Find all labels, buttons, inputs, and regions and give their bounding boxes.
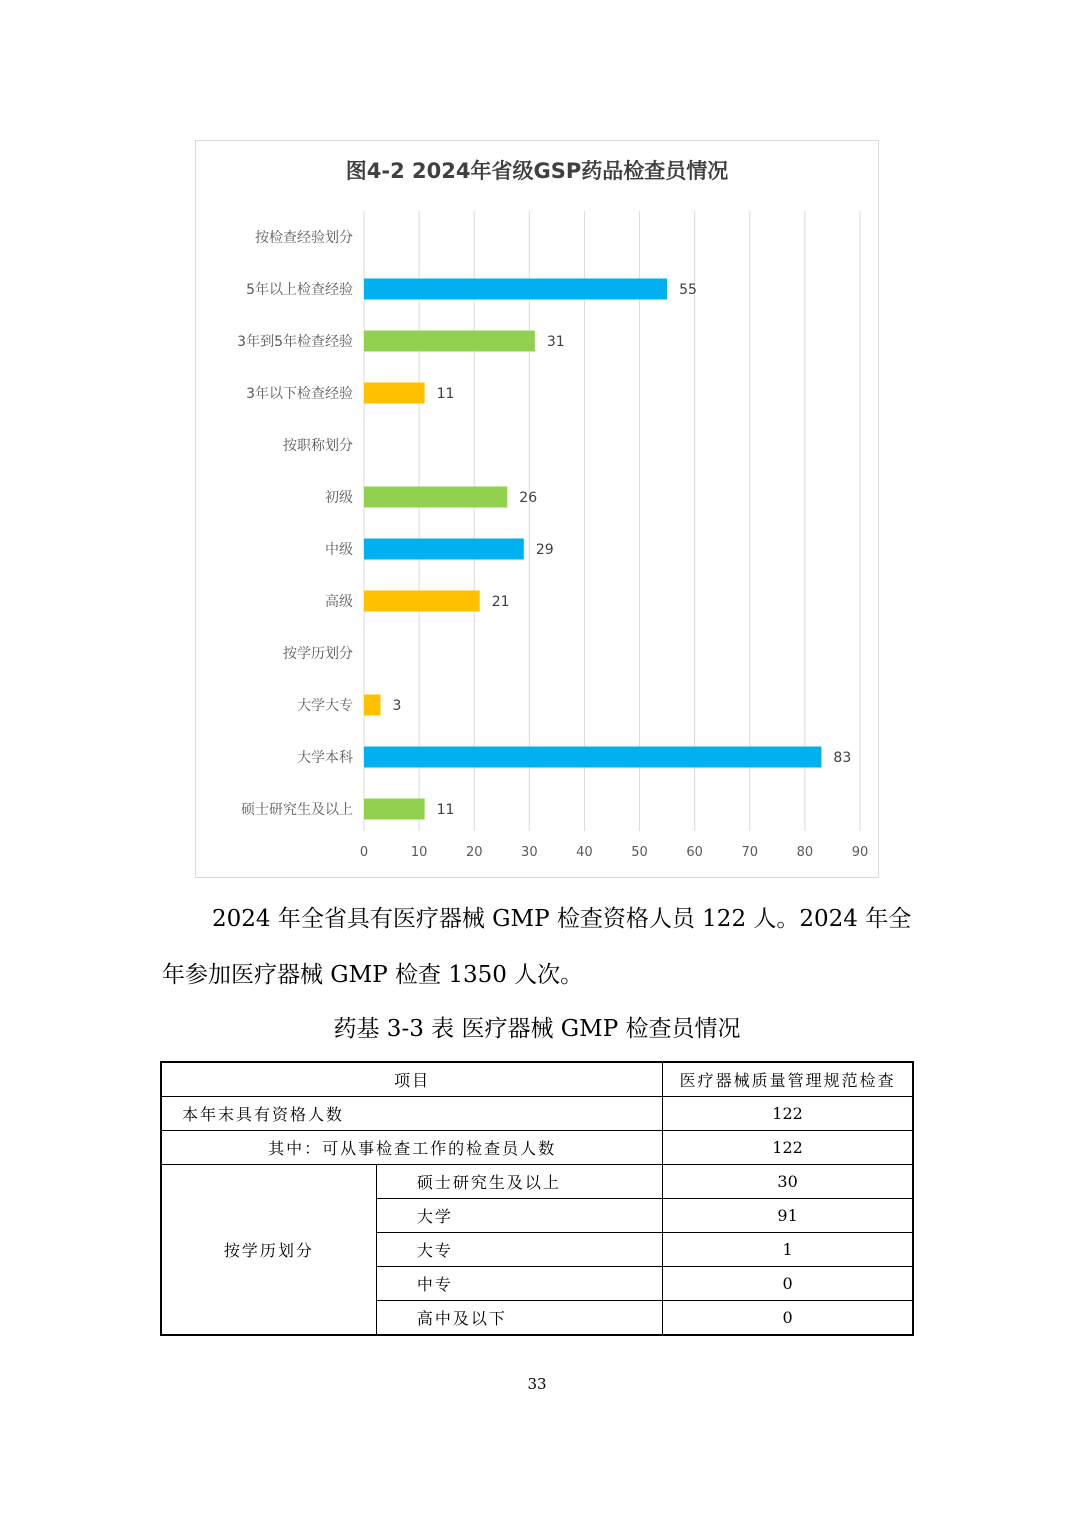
bar	[364, 695, 381, 716]
x-tick-label: 70	[741, 845, 759, 860]
x-tick-label: 40	[576, 845, 593, 860]
edu-label-cell: 中专	[376, 1267, 662, 1301]
table-row	[161, 1165, 913, 1199]
edu-value-cell: 30	[663, 1165, 913, 1199]
data-label: 21	[491, 594, 510, 610]
bar	[364, 487, 507, 508]
page-number: 33	[527, 1375, 547, 1393]
category-label: 5年以上检查经验	[246, 282, 353, 298]
chart-title: 图4-2 2024年省级GSP药品检查员情况	[345, 159, 729, 183]
header-column-cell: 医疗器械质量管理规范检查	[663, 1062, 913, 1097]
row-label-cell: 本年末具有资格人数	[161, 1097, 663, 1131]
row-value-cell: 122	[663, 1131, 913, 1165]
data-label: 55	[679, 282, 697, 298]
data-label: 26	[519, 490, 538, 506]
data-label: 29	[535, 542, 554, 558]
category-label: 按职称划分	[283, 438, 353, 454]
x-tick-label: 30	[521, 845, 538, 860]
edu-label-cell: 高中及以下	[376, 1301, 662, 1336]
data-label: 11	[436, 802, 455, 818]
header-item-cell: 项目	[161, 1062, 663, 1097]
table-header-row	[161, 1062, 913, 1097]
group-label-cell: 按学历划分	[161, 1165, 376, 1336]
edu-label-cell: 大专	[376, 1233, 662, 1267]
category-label: 3年以下检查经验	[246, 386, 353, 402]
x-tick-label: 60	[686, 845, 703, 860]
category-label: 中级	[325, 542, 353, 558]
bar	[364, 383, 425, 404]
category-label: 大学本科	[297, 750, 353, 766]
data-label: 11	[436, 386, 455, 402]
gmp-inspector-table	[160, 1061, 914, 1336]
row-value-cell: 122	[663, 1097, 913, 1131]
x-tick-label: 90	[851, 845, 869, 860]
category-label: 硕士研究生及以上	[241, 802, 353, 818]
row-label-cell: 其中：可从事检查工作的检查员人数	[161, 1131, 663, 1165]
bar	[364, 279, 667, 300]
category-label: 大学大专	[297, 698, 353, 714]
table-row	[161, 1131, 913, 1165]
paragraph-line-1: 2024 年全省具有医疗器械 GMP 检查资格人员 122 人。2024 年全	[212, 906, 912, 932]
category-label: 按检查经验划分	[255, 230, 353, 246]
edu-value-cell: 0	[663, 1267, 913, 1301]
bar-chart	[196, 141, 880, 879]
bar	[364, 799, 425, 820]
x-tick-label: 20	[465, 845, 483, 860]
category-label: 3年到5年检查经验	[237, 334, 353, 350]
x-tick-label: 0	[359, 845, 369, 860]
x-tick-label: 80	[796, 845, 814, 860]
bar	[364, 331, 535, 352]
category-label: 高级	[325, 594, 353, 610]
bar	[364, 591, 480, 612]
edu-label-cell: 大学	[376, 1199, 662, 1233]
data-label: 83	[833, 750, 852, 766]
category-label: 按学历划分	[283, 646, 353, 662]
x-tick-label: 50	[631, 845, 648, 860]
bar	[364, 747, 821, 768]
chart-container	[195, 140, 879, 878]
table-caption: 药基 3-3 表 医疗器械 GMP 检查员情况	[333, 1016, 741, 1042]
bar	[364, 539, 524, 560]
category-label: 初级	[325, 490, 353, 506]
x-tick-label: 10	[410, 845, 428, 860]
data-label: 3	[392, 698, 402, 714]
paragraph-line-2: 年参加医疗器械 GMP 检查 1350 人次。	[162, 962, 584, 988]
table-row	[161, 1097, 913, 1131]
edu-label-cell: 硕士研究生及以上	[376, 1165, 662, 1199]
data-label: 31	[546, 334, 565, 350]
edu-value-cell: 91	[663, 1199, 913, 1233]
edu-value-cell: 1	[663, 1233, 913, 1267]
edu-value-cell: 0	[663, 1301, 913, 1336]
